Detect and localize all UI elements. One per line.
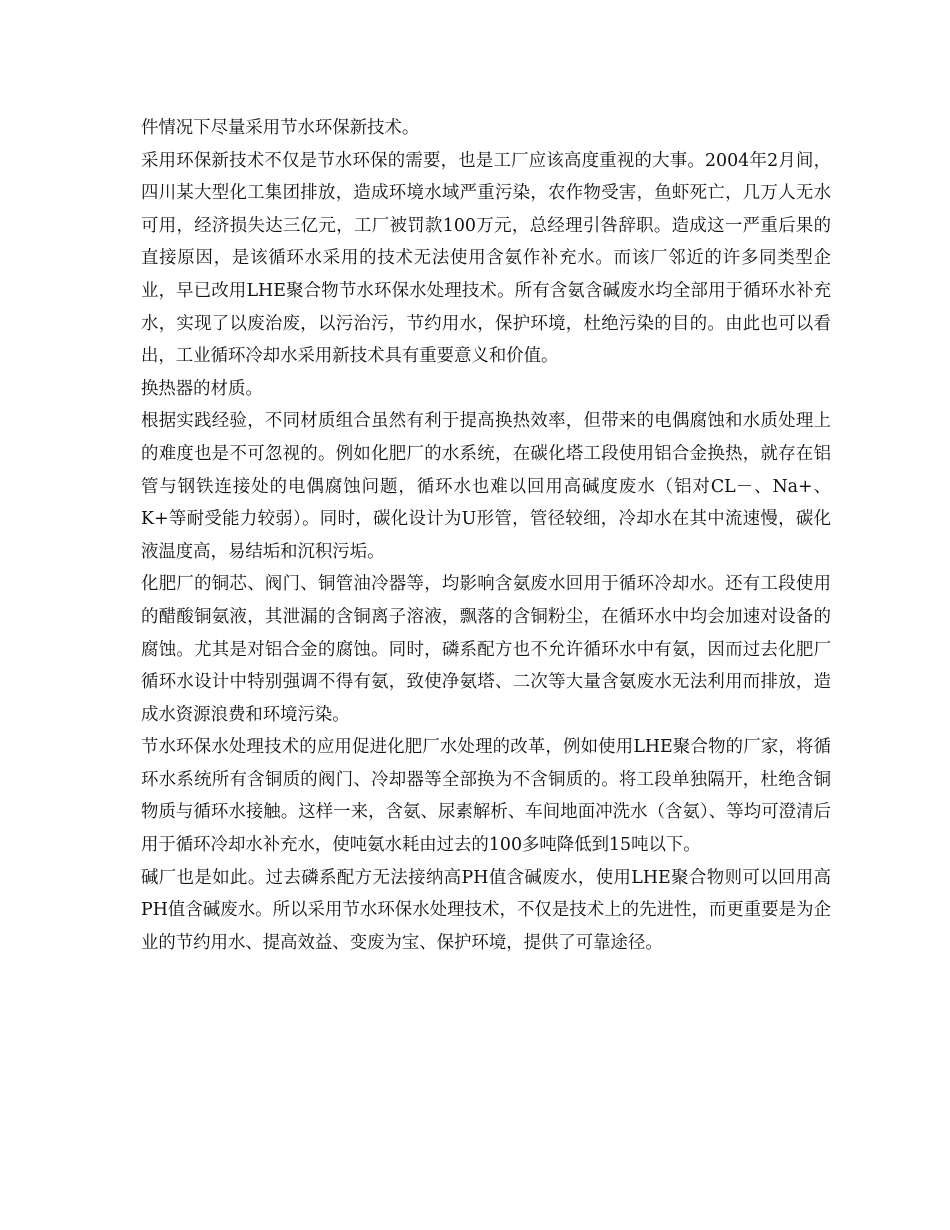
paragraph-fertilizer-copper: 化肥厂的铜芯、阀门、铜管油冷器等，均影响含氨废水回用于循环冷却水。还有工段使用的醋酸铜氨液，其泄漏的含铜离子溶液，飘落的含铜粉尘，在循环水中均会加速对设备的腐蚀。尤其是对铝合金的腐蚀。同时，磷系配方也不允许循环水中有氨，因而过去化肥厂循环水设计中特别强调不得有氨，致使净氨塔、二次等大量含氨废水无法利用而排放，造成水资源浪费和环境污染。: [141, 574, 831, 725]
paragraph-alkali-plant: 碱厂也是如此。过去磷系配方无法接纳高PH值含碱废水，使用LHE聚合物则可以回用高PH值含碱废水。所以采用节水环保水处理技术，不仅是技术上的先进性，而更重要是为企业的节约用水、提高效益、变废为宝、保护环境，提供了可靠途径。: [141, 867, 831, 953]
paragraph-environmental-tech: 采用环保新技术不仅是节水环保的需要，也是工厂应该高度重视的大事。2004年2月间，四川某大型化工集团排放，造成环境水域严重污染，农作物受害，鱼虾死亡，几万人无水可用，经济损失达三亿元，工厂被罚款100万元，总经理引咎辞职。造成这一严重后果的直接原因，是该循环水采用的技术无法使用含氨作补充水。而该厂邻近的许多同类型企业，早已改用LHE聚合物节水环保水处理技术。所有含氨含碱废水均全部用于循环水补充水，实现了以废治废，以污治污，节约用水，保护环境，杜绝污染的目的。由此也可以看出，工业循环冷却水采用新技术具有重要意义和价值。: [141, 150, 831, 367]
paragraph-heading-heat-exchanger-material: 换热器的材质。: [141, 378, 263, 399]
paragraph-material-experience: 根据实践经验，不同材质组合虽然有利于提高换热效率，但带来的电偶腐蚀和水质处理上的难度也是不可忽视的。例如化肥厂的水系统，在碳化塔工段使用铝合金换热，就存在铝管与钢铁连接处的电偶腐蚀问题，循环水也难以回用高碱度废水（铝对CL－、Na+、K+等耐受能力较弱）。同时，碳化设计为U形管，管径较细，冷却水在其中流速慢，碳化液温度高，易结垢和沉积污垢。: [141, 411, 831, 562]
paragraph-water-treatment-reform: 节水环保水处理技术的应用促进化肥厂水处理的改革，例如使用LHE聚合物的厂家，将循环水系统所有含铜质的阀门、冷却器等全部换为不含铜质的。将工段单独隔开，杜绝含铜物质与循环水接触。这样一来，含氨、尿素解析、车间地面冲洗水（含氨）、等均可澄清后用于循环冷却水补充水，使吨氨水耗由过去的100多吨降低到15吨以下。: [141, 737, 831, 856]
document-body: [141, 112, 831, 959]
paragraph-intro-continuation: 件情况下尽量采用节水环保新技术。: [141, 118, 420, 138]
